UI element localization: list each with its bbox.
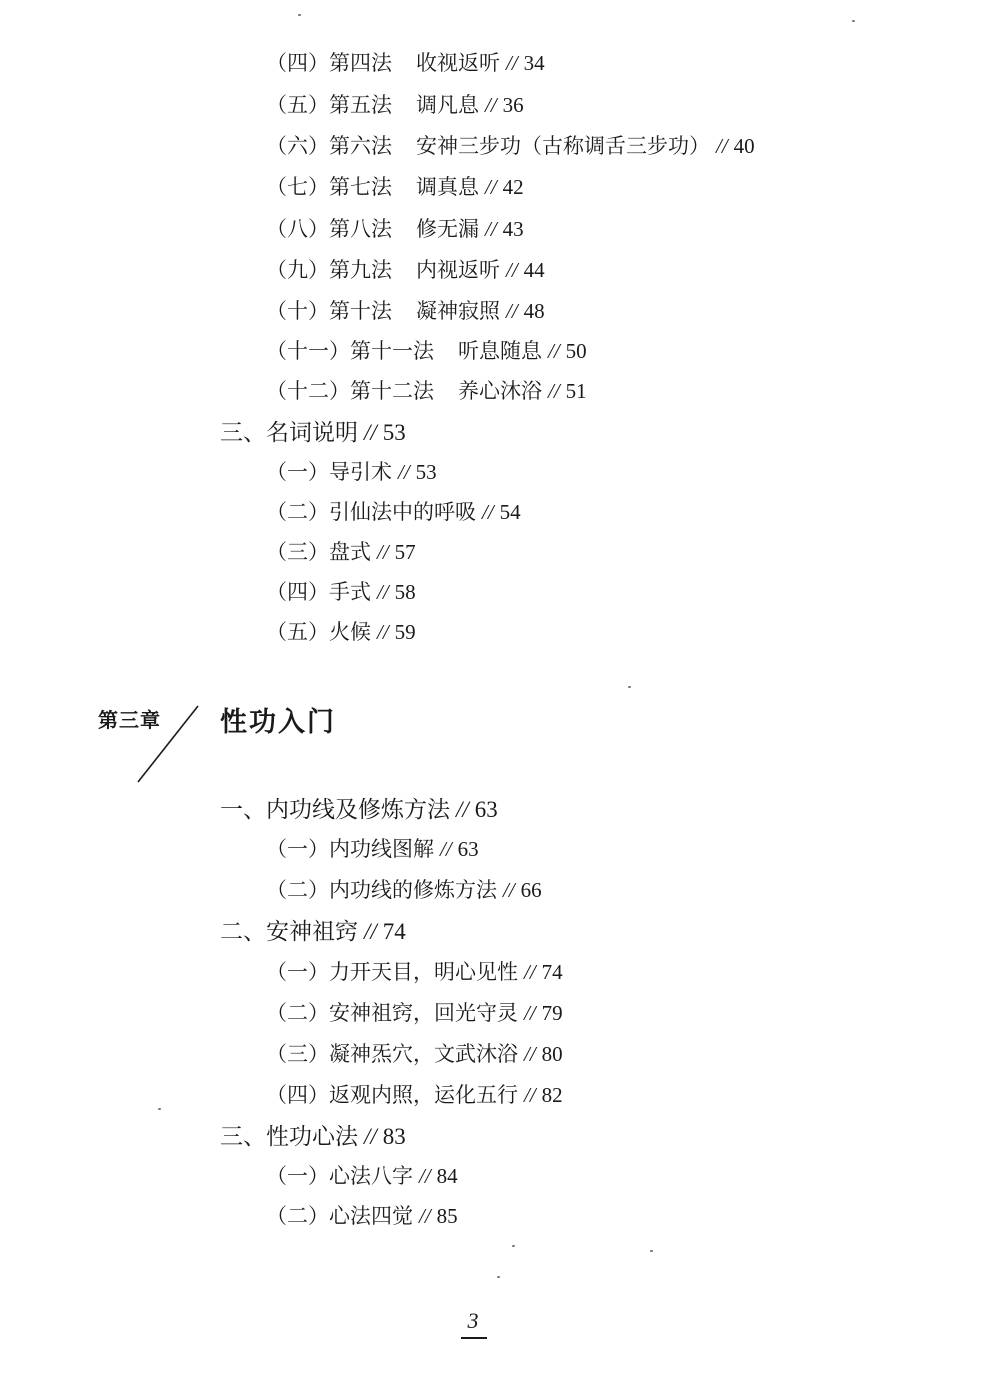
- toc-entry: [266, 1040, 563, 1068]
- section-title: 三、名词说明: [220, 420, 358, 446]
- toc-section: [220, 1123, 406, 1151]
- section-page: 83: [382, 1124, 406, 1149]
- section-page: 74: [382, 919, 406, 944]
- section-separator: //: [364, 420, 377, 445]
- entry-title: 养心沐浴: [458, 379, 542, 403]
- entry-title: （二）安神祖窍，回光守灵: [266, 1001, 518, 1025]
- toc-entry: [266, 132, 755, 160]
- entry-page: 44: [523, 258, 545, 282]
- entry-title: （一）力开天目，明心见性: [266, 960, 518, 984]
- entry-title: （三）盘式: [266, 540, 371, 564]
- entry-title: 收视返听: [416, 51, 500, 75]
- entry-page: 53: [415, 460, 437, 484]
- entry-title: 内视返听: [416, 258, 500, 282]
- toc-entry: [266, 91, 524, 119]
- section-title: 二、安神祖窍: [220, 919, 358, 945]
- scan-speck: [497, 1276, 500, 1278]
- entry-separator: //: [524, 960, 536, 984]
- entry-label: （十一）第十一法: [266, 339, 434, 363]
- toc-section: [220, 918, 406, 946]
- toc-entry: [266, 876, 542, 904]
- toc-entry: [266, 618, 416, 646]
- entry-title: （三）凝神炁穴，文武沐浴: [266, 1042, 518, 1066]
- toc-entry: [266, 173, 524, 201]
- toc-entry: [266, 337, 587, 365]
- entry-page: 59: [394, 620, 416, 644]
- entry-page: 40: [733, 134, 755, 158]
- entry-page: 66: [520, 878, 542, 902]
- toc-entry: [266, 1162, 458, 1190]
- toc-entry: [266, 999, 563, 1027]
- entry-label: （十）第十法: [266, 299, 392, 323]
- scan-speck: [852, 20, 855, 22]
- entry-separator: //: [524, 1001, 536, 1025]
- entry-separator: //: [377, 620, 389, 644]
- toc-entry: [266, 256, 545, 284]
- entry-page: 50: [565, 339, 587, 363]
- toc-section: [220, 419, 406, 447]
- entry-page: 82: [541, 1083, 563, 1107]
- entry-separator: //: [506, 51, 518, 75]
- section-separator: //: [364, 1124, 377, 1149]
- entry-title: 听息随息: [458, 339, 542, 363]
- page-number-underline: [461, 1337, 487, 1339]
- entry-label: （八）第八法: [266, 217, 392, 241]
- entry-page: 54: [499, 500, 521, 524]
- entry-title: （二）心法四觉: [266, 1204, 413, 1228]
- entry-title: （二）内功线的修炼方法: [266, 878, 497, 902]
- entry-separator: //: [482, 500, 494, 524]
- entry-separator: //: [377, 540, 389, 564]
- toc-entry: [266, 377, 587, 405]
- entry-label: （九）第九法: [266, 258, 392, 282]
- entry-page: 58: [394, 580, 416, 604]
- toc-entry: [266, 1081, 563, 1109]
- entry-separator: //: [377, 580, 389, 604]
- entry-separator: //: [485, 93, 497, 117]
- entry-label: （七）第七法: [266, 175, 392, 199]
- entry-title: 修无漏: [416, 217, 479, 241]
- entry-separator: //: [419, 1164, 431, 1188]
- entry-title: （一）心法八字: [266, 1164, 413, 1188]
- entry-title: 调真息: [416, 175, 479, 199]
- scan-speck: [512, 1245, 515, 1247]
- entry-separator: //: [485, 175, 497, 199]
- entry-page: 42: [502, 175, 524, 199]
- toc-entry: [266, 297, 545, 325]
- section-page: 53: [382, 420, 406, 445]
- entry-page: 84: [436, 1164, 458, 1188]
- scan-speck: [628, 686, 631, 688]
- toc-entry: [266, 215, 524, 243]
- entry-page: 85: [436, 1204, 458, 1228]
- entry-separator: //: [524, 1083, 536, 1107]
- entry-separator: //: [548, 379, 560, 403]
- entry-title: （一）内功线图解: [266, 837, 434, 861]
- entry-separator: //: [398, 460, 410, 484]
- entry-separator: //: [548, 339, 560, 363]
- toc-entry: [266, 538, 416, 566]
- entry-label: （五）第五法: [266, 93, 392, 117]
- scan-speck: [298, 14, 301, 16]
- entry-page: 57: [394, 540, 416, 564]
- chapter-label: 第三章: [98, 708, 161, 732]
- toc-entry: [266, 1202, 458, 1230]
- entry-page: 34: [523, 51, 545, 75]
- entry-title: （二）引仙法中的呼吸: [266, 500, 476, 524]
- toc-entry: [266, 498, 521, 526]
- scan-speck: [158, 1108, 161, 1110]
- section-title: 三、性功心法: [220, 1124, 358, 1150]
- entry-label: （十二）第十二法: [266, 379, 434, 403]
- entry-label: （四）第四法: [266, 51, 392, 75]
- entry-title: （一）导引术: [266, 460, 392, 484]
- entry-page: 63: [457, 837, 479, 861]
- entry-separator: //: [485, 217, 497, 241]
- entry-separator: //: [506, 258, 518, 282]
- scan-speck: [650, 1250, 653, 1252]
- entry-page: 48: [523, 299, 545, 323]
- entry-title: （四）返观内照，运化五行: [266, 1083, 518, 1107]
- toc-entry: [266, 835, 479, 863]
- toc-entry: [266, 958, 563, 986]
- entry-page: 79: [541, 1001, 563, 1025]
- entry-title: 凝神寂照: [416, 299, 500, 323]
- entry-title: 调凡息: [416, 93, 479, 117]
- entry-page: 36: [502, 93, 524, 117]
- entry-separator: //: [716, 134, 728, 158]
- section-title: 一、内功线及修炼方法: [220, 797, 450, 823]
- chapter-title: 性功入门: [220, 707, 336, 738]
- entry-separator: //: [419, 1204, 431, 1228]
- section-page: 63: [474, 797, 498, 822]
- entry-separator: //: [503, 878, 515, 902]
- entry-title: 安神三步功（古称调舌三步功）: [416, 134, 710, 158]
- page-number: 3: [467, 1308, 479, 1333]
- entry-label: （六）第六法: [266, 134, 392, 158]
- toc-entry: [266, 458, 437, 486]
- entry-page: 80: [541, 1042, 563, 1066]
- toc-section: [220, 796, 498, 824]
- section-separator: //: [364, 919, 377, 944]
- entry-separator: //: [506, 299, 518, 323]
- entry-page: 51: [565, 379, 587, 403]
- toc-entry: [266, 578, 416, 606]
- toc-entry: [266, 49, 545, 77]
- entry-page: 74: [541, 960, 563, 984]
- entry-title: （五）火候: [266, 620, 371, 644]
- entry-separator: //: [440, 837, 452, 861]
- entry-separator: //: [524, 1042, 536, 1066]
- section-separator: //: [456, 797, 469, 822]
- chapter-divider-slash: [136, 704, 200, 784]
- entry-page: 43: [502, 217, 524, 241]
- entry-title: （四）手式: [266, 580, 371, 604]
